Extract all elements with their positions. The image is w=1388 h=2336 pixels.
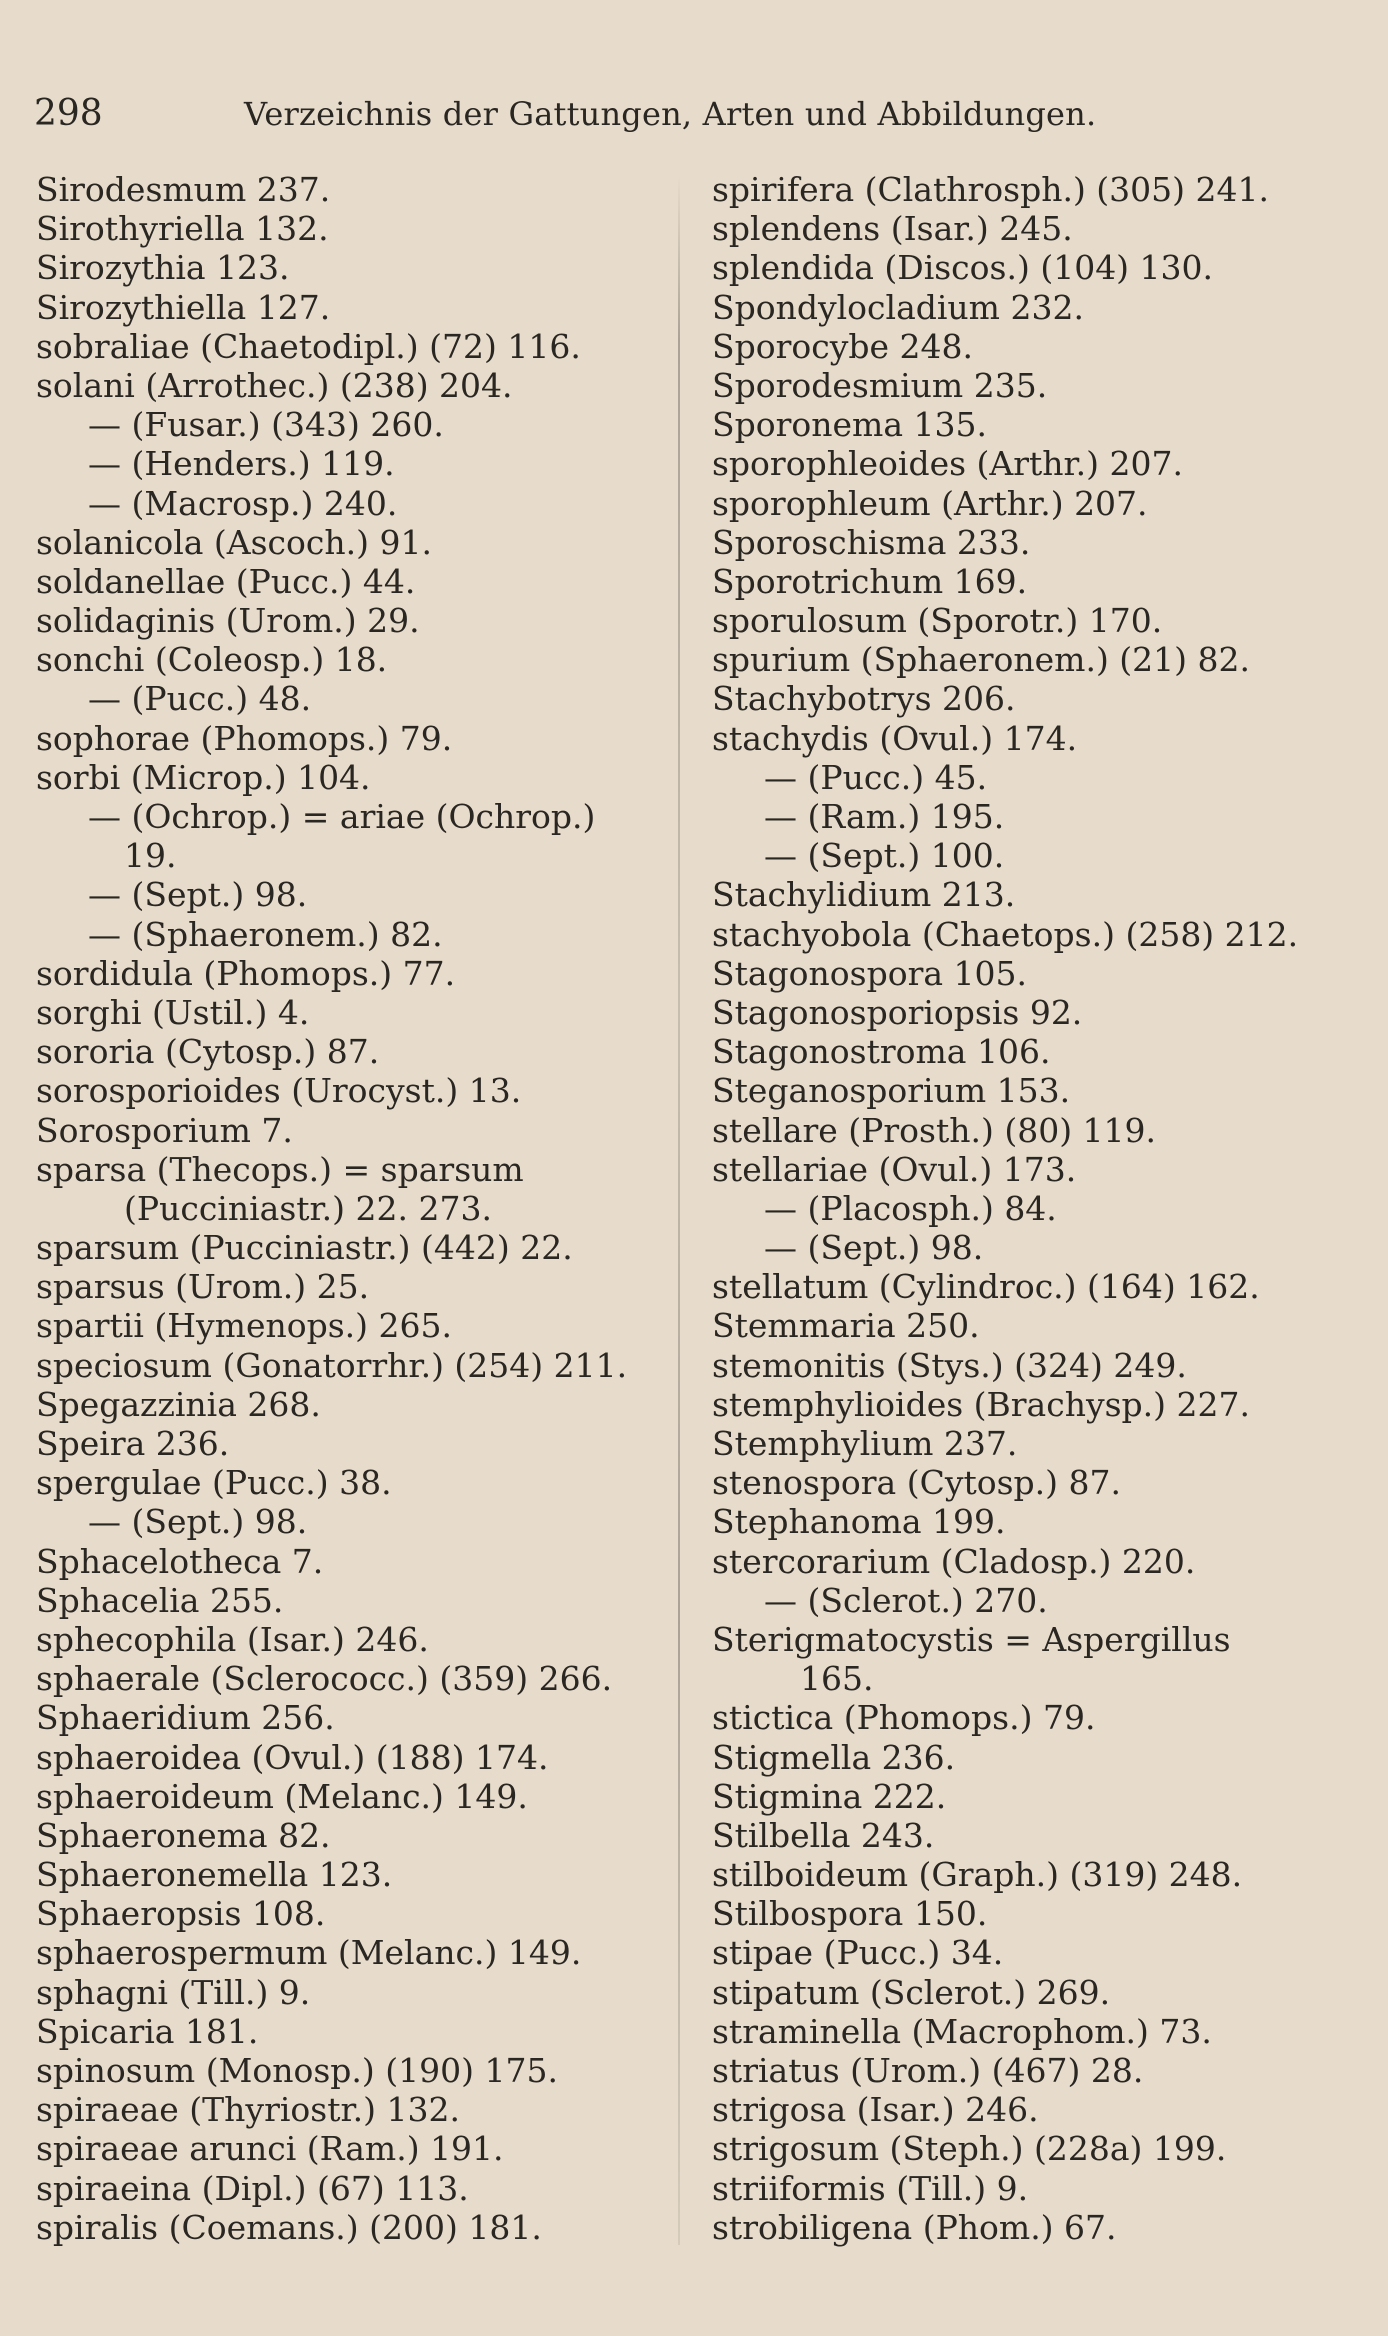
index-entry: spiralis (Coemans.) (200) 181. [36, 2207, 542, 2247]
index-entry: Stagonospora 105. [712, 953, 1027, 993]
index-entry: sphaerale (Sclerococc.) (359) 266. [36, 1659, 613, 1699]
index-entry: — (Sept.) 100. [764, 836, 1005, 876]
index-entry: — (Ochrop.) = ariae (Ochrop.) [88, 797, 596, 836]
index-entry: — (Placosph.) 84. [764, 1188, 1057, 1228]
index-entry: spergulae (Pucc.) 38. [36, 1463, 392, 1503]
index-entry: speciosum (Gonatorrhr.) (254) 211. [36, 1345, 628, 1385]
index-column-left [36, 170, 676, 2247]
index-entry: splendens (Isar.) 245. [712, 209, 1073, 249]
index-entry: — (Pucc.) 45. [764, 757, 988, 797]
index-entry: — (Sept.) 98. [764, 1228, 984, 1268]
index-entry: spinosum (Monosp.) (190) 175. [36, 2051, 558, 2090]
index-entry: stictica (Phomops.) 79. [712, 1698, 1096, 1738]
index-entry: sphagni (Till.) 9. [36, 1972, 311, 2012]
index-entry: sphecophila (Isar.) 246. [36, 1619, 429, 1659]
index-entry: stilboideum (Graph.) (319) 248. [712, 1855, 1243, 1895]
index-entry: Stachybotrys 206. [712, 679, 1016, 719]
index-entry: — (Sept.) 98. [88, 1502, 308, 1542]
index-entry: stenospora (Cytosp.) 87. [712, 1463, 1122, 1503]
index-entry: Stilbella 243. [712, 1815, 935, 1855]
index-entry: spurium (Sphaeronem.) (21) 82. [712, 640, 1251, 680]
index-entry: — (Sphaeronem.) 82. [88, 914, 443, 954]
index-entry: Sirothyriella 132. [36, 209, 329, 249]
page-number: 298 [34, 93, 103, 134]
index-entry: sorghi (Ustil.) 4. [36, 992, 310, 1032]
index-entry: soldanellae (Pucc.) 44. [36, 561, 416, 601]
index-entry: strigosa (Isar.) 246. [712, 2090, 1039, 2130]
index-entry: Stilbospora 150. [712, 1894, 988, 1934]
index-entry: sporophleoides (Arthr.) 207. [712, 444, 1184, 484]
index-entry: stercorarium (Cladosp.) 220. [712, 1541, 1196, 1581]
index-entry: stellatum (Cylindroc.) (164) 162. [712, 1267, 1260, 1307]
index-entry: Sporoschisma 233. [712, 522, 1031, 562]
index-entry: sophorae (Phomops.) 79. [36, 718, 453, 758]
index-entry: Sirozythia 123. [36, 248, 290, 288]
index-entry: (Pucciniastr.) 22. 273. [124, 1188, 492, 1228]
running-title: Verzeichnis der Gattungen, Arten und Abbildungen. [244, 95, 1097, 133]
index-entry: solani (Arrothec.) (238) 204. [36, 365, 513, 405]
index-entry: Sporotrichum 169. [712, 561, 1028, 601]
index-entry: Stemmaria 250. [712, 1306, 980, 1346]
index-entry: strobiligena (Phom.) 67. [712, 2207, 1117, 2247]
index-entry: solanicola (Ascoch.) 91. [36, 522, 432, 562]
index-entry: — (Sept.) 98. [88, 875, 308, 915]
index-entry: stachyobola (Chaetops.) (258) 212. [712, 914, 1299, 954]
index-entry: Sporonema 135. [712, 405, 987, 445]
index-entry: stemphylioides (Brachysp.) 227. [712, 1384, 1250, 1424]
index-entry: spiraeina (Dipl.) (67) 113. [36, 2168, 469, 2208]
index-entry: sordidula (Phomops.) 77. [36, 953, 456, 993]
index-entry: Stigmina 222. [712, 1776, 947, 1816]
index-entry: spartii (Hymenops.) 265. [36, 1306, 452, 1346]
index-entry: sonchi (Coleosp.) 18. [36, 640, 388, 680]
index-entry: spiraeae (Thyriostr.) 132. [36, 2090, 460, 2130]
index-entry: sorosporioides (Urocyst.) 13. [36, 1071, 522, 1111]
index-entry: Sphaeropsis 108. [36, 1894, 326, 1934]
index-entry: splendida (Discos.) (104) 130. [712, 248, 1214, 288]
index-entry: Stephanoma 199. [712, 1502, 1006, 1542]
index-entry: Sphaeronema 82. [36, 1815, 331, 1855]
index-entry: sporophleum (Arthr.) 207. [712, 483, 1148, 523]
index-entry: — (Macrosp.) 240. [88, 483, 398, 523]
index-entry: stellariae (Ovul.) 173. [712, 1149, 1077, 1189]
index-entry: spiraeae arunci (Ram.) 191. [36, 2129, 504, 2169]
index-entry: Stagonosporiopsis 92. [712, 992, 1083, 1032]
index-entry: Sterigmatocystis = Aspergillus [712, 1619, 1231, 1659]
index-entry: Sporocybe 248. [712, 326, 973, 366]
index-entry: sororia (Cytosp.) 87. [36, 1032, 380, 1072]
index-entry: Sporodesmium 235. [712, 365, 1048, 405]
index-entry: Sphaeridium 256. [36, 1698, 335, 1738]
index-entry: spirifera (Clathrosph.) (305) 241. [712, 170, 1270, 209]
index-entry: sobraliae (Chaetodipl.) (72) 116. [36, 326, 581, 366]
index-entry: — (Pucc.) 48. [88, 679, 312, 719]
column-divider [678, 175, 680, 2245]
index-entry: Sphacelotheca 7. [36, 1541, 324, 1581]
index-entry: Sirodesmum 237. [36, 170, 331, 209]
index-entry: sphaerospermum (Melanc.) 149. [36, 1933, 582, 1973]
index-entry: — (Fusar.) (343) 260. [88, 405, 444, 445]
index-entry: Speira 236. [36, 1424, 230, 1463]
index-entry: stellare (Prosth.) (80) 119. [712, 1110, 1157, 1150]
index-entry: stemonitis (Stys.) (324) 249. [712, 1345, 1187, 1385]
index-entry: Steganosporium 153. [712, 1071, 1071, 1111]
index-entry: stipae (Pucc.) 34. [712, 1933, 1004, 1973]
index-column-right [712, 170, 1332, 2247]
index-entry: — (Henders.) 119. [88, 444, 395, 484]
index-entry: 165. [800, 1659, 874, 1699]
index-entry: straminella (Macrophom.) 73. [712, 2011, 1212, 2051]
index-entry: Sorosporium 7. [36, 1110, 293, 1150]
index-entry: Spegazzinia 268. [36, 1384, 321, 1424]
index-entry: strigosum (Steph.) (228a) 199. [712, 2129, 1227, 2169]
index-entry: sporulosum (Sporotr.) 170. [712, 601, 1163, 641]
index-entry: sorbi (Microp.) 104. [36, 757, 371, 797]
index-entry: — (Ram.) 195. [764, 797, 1005, 836]
index-entry: sparsa (Thecops.) = sparsum [36, 1149, 524, 1189]
index-entry: Spondylocladium 232. [712, 287, 1084, 327]
index-entry: striiformis (Till.) 9. [712, 2168, 1029, 2208]
index-entry: Sirozythiella 127. [36, 287, 331, 327]
index-entry: Sphaeronemella 123. [36, 1855, 393, 1895]
index-entry: Stigmella 236. [712, 1737, 956, 1777]
index-entry: Stemphylium 237. [712, 1424, 1018, 1463]
index-entry: Sphacelia 255. [36, 1580, 284, 1620]
index-entry: Spicaria 181. [36, 2011, 259, 2051]
index-entry: solidaginis (Urom.) 29. [36, 601, 420, 641]
index-entry: sphaeroideum (Melanc.) 149. [36, 1776, 528, 1816]
index-entry: Stachylidium 213. [712, 875, 1016, 915]
index-entry: sparsum (Pucciniastr.) (442) 22. [36, 1228, 573, 1268]
page-header [34, 84, 1354, 144]
index-entry: stipatum (Sclerot.) 269. [712, 1972, 1111, 2012]
index-entry: — (Sclerot.) 270. [764, 1580, 1048, 1620]
index-entry: striatus (Urom.) (467) 28. [712, 2051, 1144, 2090]
index-entry: sparsus (Urom.) 25. [36, 1267, 370, 1307]
index-entry: stachydis (Ovul.) 174. [712, 718, 1078, 758]
index-entry: Stagonostroma 106. [712, 1032, 1051, 1072]
index-entry: sphaeroidea (Ovul.) (188) 174. [36, 1737, 549, 1777]
index-entry: 19. [124, 836, 177, 876]
